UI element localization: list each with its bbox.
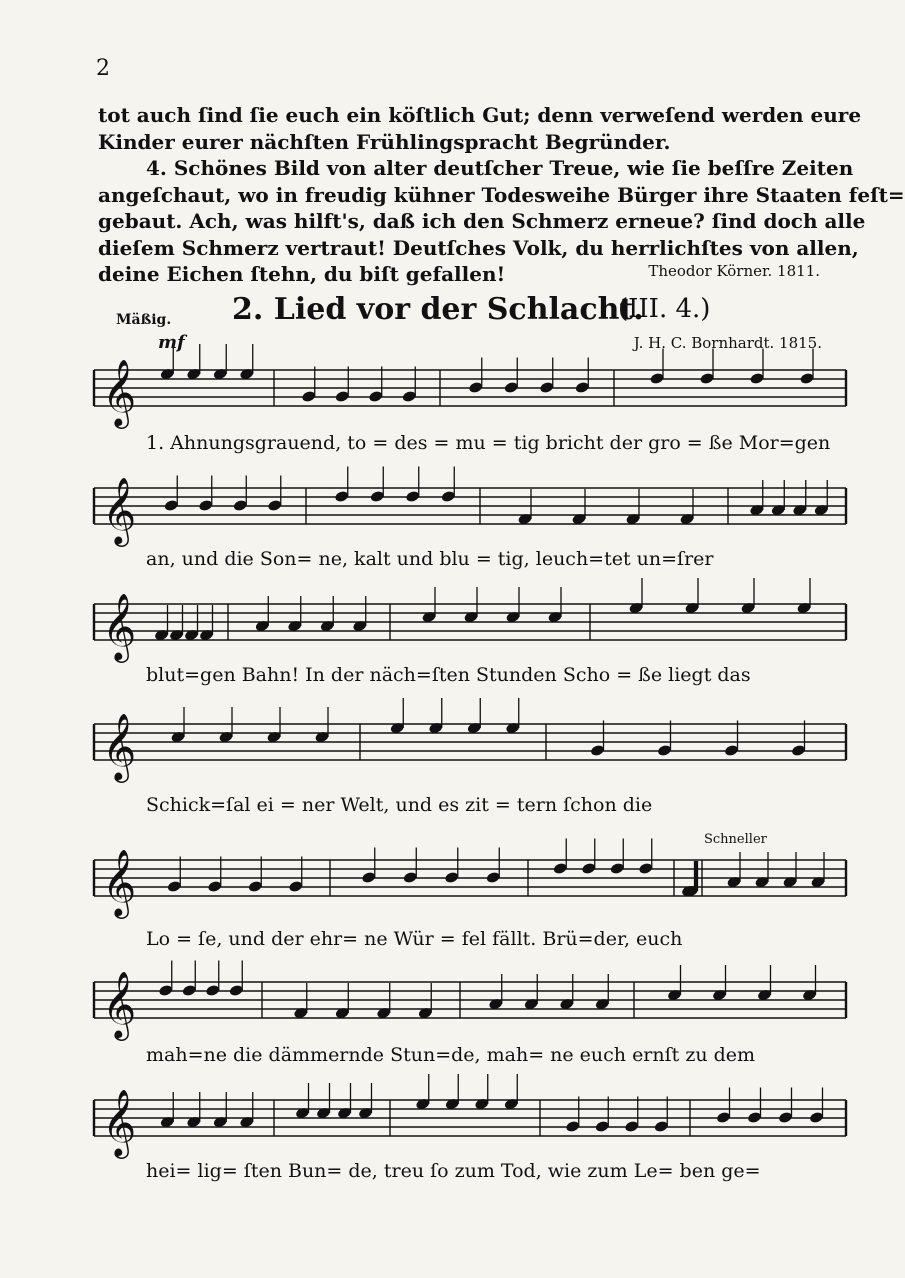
treble-clef-icon: 𝄞: [102, 712, 137, 780]
treble-clef-icon: 𝄞: [102, 476, 137, 544]
treble-clef-icon: 𝄞: [102, 358, 137, 426]
poem-text: [98, 102, 905, 288]
tempo-marking: Mäßig.: [116, 312, 172, 328]
treble-clef-icon: 𝄞: [102, 592, 137, 660]
poem-line: gebaut. Ach, was hilft's, daß ich den Schmerz erneue? ſind doch alle: [98, 209, 866, 233]
poem-line: 4. Schönes Bild von alter deutſcher Treue, wie ſie beſſre Zeiten: [146, 156, 854, 180]
treble-clef-icon: 𝄞: [102, 1088, 137, 1156]
lyrics-line: 1. Ahnungsgrauend, to = des = mu = tig bricht der gro = ße Mor=gen: [146, 432, 831, 454]
lyrics-line: Schick=ſal ei = ner Welt, und es zit = tern ſchon die: [146, 794, 653, 816]
lyrics-line: Lo = ſe, und der ehr= ne Wür = fel fällt. Brü=der, euch: [146, 928, 683, 950]
poem-line: dieſem Schmerz vertraut! Deutſches Volk, du herrlichſtes von allen,: [98, 235, 859, 260]
lyrics-line: mah=ne die dämmernde Stun=de, mah= ne euch ernſt zu dem: [146, 1044, 756, 1066]
poem-line: angeſchaut, wo in freudig kühner Todesweihe Bürger ihre Staaten feſt=: [98, 182, 905, 207]
music-staff: [94, 968, 846, 1054]
lyrics-line: blut=gen Bahn! In der näch=ſten Stunden Scho = ße liegt das: [146, 664, 751, 686]
music-staff: [94, 846, 846, 932]
poem-line: deine Eichen ſtehn, du biſt gefallen!: [98, 262, 506, 286]
treble-clef-icon: 𝄞: [102, 970, 137, 1038]
treble-clef-icon: 𝄞: [102, 848, 137, 916]
page-number: 2: [96, 56, 110, 81]
poem-line: Kinder eurer nächſten Frühlingspracht Begründer.: [98, 129, 671, 154]
composer-credit: J. H. C. Bornhardt. 1815.: [633, 334, 822, 352]
lyrics-line: hei= lig= ſten Bun= de, treu ſo zum Tod, wie zum Le= ben ge=: [146, 1160, 761, 1182]
poem-credit: Theodor Körner. 1811.: [648, 262, 820, 280]
dynamic-marking: mf: [158, 332, 185, 353]
poem-line: tot auch ſind ſie euch ein köſtlich Gut; denn verweſend werden eure: [98, 103, 862, 127]
music-staff: [94, 356, 846, 442]
song-reference: (III. 4.): [618, 294, 711, 324]
lyrics-line: an, und die Son= ne, kalt und blu = tig, leuch=tet un=ſrer: [146, 548, 714, 570]
tempo-change-marking: Schneller: [704, 832, 767, 847]
song-title: 2. Lied vor der Schlacht.: [232, 292, 644, 327]
music-staff: [94, 710, 846, 796]
